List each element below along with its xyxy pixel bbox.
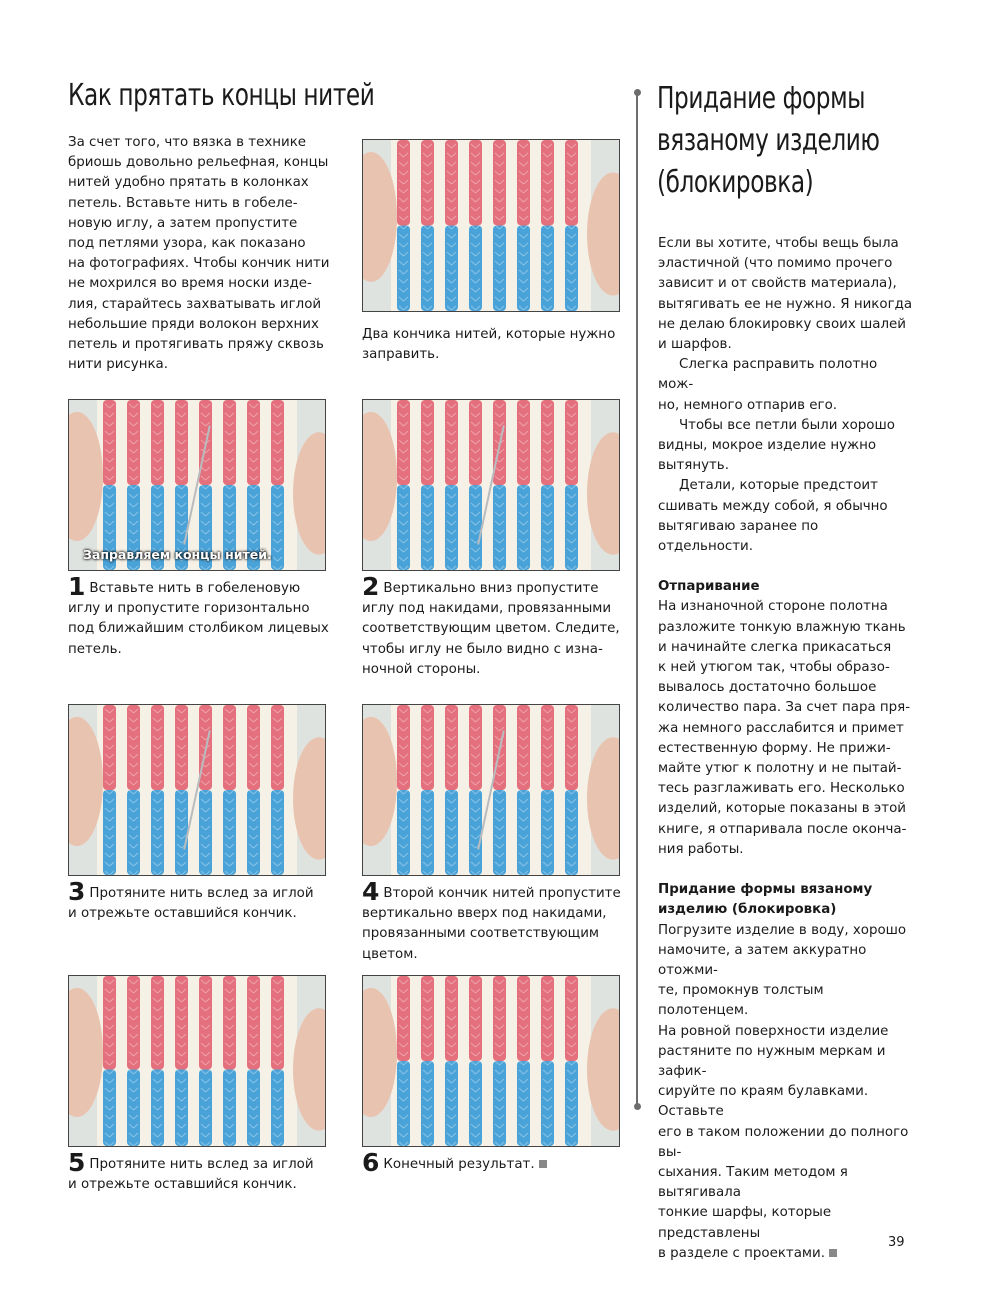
photo-step-3 [68,704,326,876]
end-mark-icon [829,1249,837,1257]
section-title-hiding-ends: Как прятать концы нитей [68,78,375,113]
step-text: Второй кончик нитей пропустите вертикально вверх под накидами, провязанными соответствующим цветом. [362,886,621,962]
caption-text: Два кончика нитей, которые нужно заправить. [362,327,616,363]
page-number: 39 [888,1235,905,1250]
photo-step-1 [68,399,326,571]
step-1 [68,572,330,660]
step-text: Конечный результат. [383,1157,535,1172]
intro-paragraph [68,133,338,375]
photo-two-ends [362,139,620,312]
end-mark-icon [539,1160,547,1168]
paragraph-3: Чтобы все петли были хорошо видны, мокрое изделие нужно вытянуть. [658,417,895,474]
step-2 [362,572,624,680]
step-3 [68,877,330,924]
divider-dot-top [634,89,641,96]
blocking-paragraph-text: Погрузите изделие в воду, хорошо намочите, а затем аккуратно отожми- те, промокнув толстым полотенцем. На ровной поверхности изделие растяните по нужным меркам и зафик- сируйте по краям булавками. Оставьте его в таком положении до полного вы- сыхания. Таким методом я вытягивала тонкие шарфы, которые представлены в разделе с проектами. [658,922,909,1261]
blocking-text [658,234,914,1264]
divider-dot-bottom [634,1103,641,1110]
subheading-blocking: Придание формы вязаному изделию (блокировка) [658,882,873,918]
blocking-paragraph [658,921,914,1264]
step-text: Протяните нить вслед за иглой и отрежьте оставшийся кончик. [68,1157,314,1193]
knit-swatch-image [363,705,619,875]
knit-swatch-image [363,140,619,311]
paragraph-4: Детали, которые предстоит сшивать между собой, я обычно вытягиваю заранее по отдельности. [658,478,888,555]
step-number: 6 [362,1148,380,1177]
step-number: 1 [68,572,86,601]
photo-step-2 [362,399,620,571]
steaming-text: На изнаночной стороне полотна разложите тонкую влажную ткань и начинайте слегка прикасаться к ней утюгом так, чтобы образо- вывалось достаточно большое количество пара. За счет пара пря- жа немного расслабится и примет естественную форму. Не прижи- майте утюг к полотну и не пытай- тесь разглаживать его. Несколько изделий, которые показаны в этой книге, я отпаривала после оконча- ния работы. [658,599,911,857]
step-4 [362,877,624,965]
step-6 [362,1148,624,1177]
step-number: 3 [68,877,86,906]
intro-text: За счет того, что вязка в технике бриошь довольно рельефная, концы нитей удобно прятать в колонках петель. Вставьте нить в гобеле- новую иглу, а затем пропустите под петлями узора, как показано на фотографиях. Чтобы кончик нити не мохрился во время носки изде- лия, старайтесь захватывать иглой небольшие пряди волокон верхних петель и протягивать пряжу сквозь нити рисунка. [68,135,330,373]
knit-swatch-image [69,400,325,570]
step-5 [68,1148,330,1195]
subheading-steaming: Отпаривание [658,579,760,595]
knit-swatch-image [69,976,325,1146]
photo-two-ends-caption [362,325,622,365]
knit-swatch-image [69,705,325,875]
step-text: Протяните нить вслед за иглой и отрежьте оставшийся кончик. [68,886,314,922]
photo-step-4 [362,704,620,876]
photo-step-6 [362,975,620,1147]
knit-swatch-image [363,976,619,1146]
knit-swatch-image [363,400,619,570]
photo-step-5 [68,975,326,1147]
paragraph-1: Если вы хотите, чтобы вещь была эластичной (что помимо прочего зависит и от свойств материала), вытягивать ее не нужно. Я никогда не делаю блокировку своих шалей и шарфов. [658,236,913,353]
column-divider [636,94,638,1108]
photo-overlay-caption: Заправляем концы нитей. [83,547,272,562]
step-number: 5 [68,1148,86,1177]
step-number: 2 [362,572,380,601]
paragraph-2: Слегка расправить полотно мож- но, немного отпарив его. [658,357,878,413]
section-title-blocking: Придание формы вязаному изделию (блокировка) [657,81,880,200]
step-number: 4 [362,877,380,906]
step-text: Вставьте нить в гобеленовую иглу и пропустите горизонтально под ближайшим столбиком лицевых петель. [68,581,329,657]
step-text: Вертикально вниз пропустите иглу под накидами, провязанными соответствующим цветом. Следите, чтобы иглу не было видно с изна- ночной стороны. [362,581,620,677]
